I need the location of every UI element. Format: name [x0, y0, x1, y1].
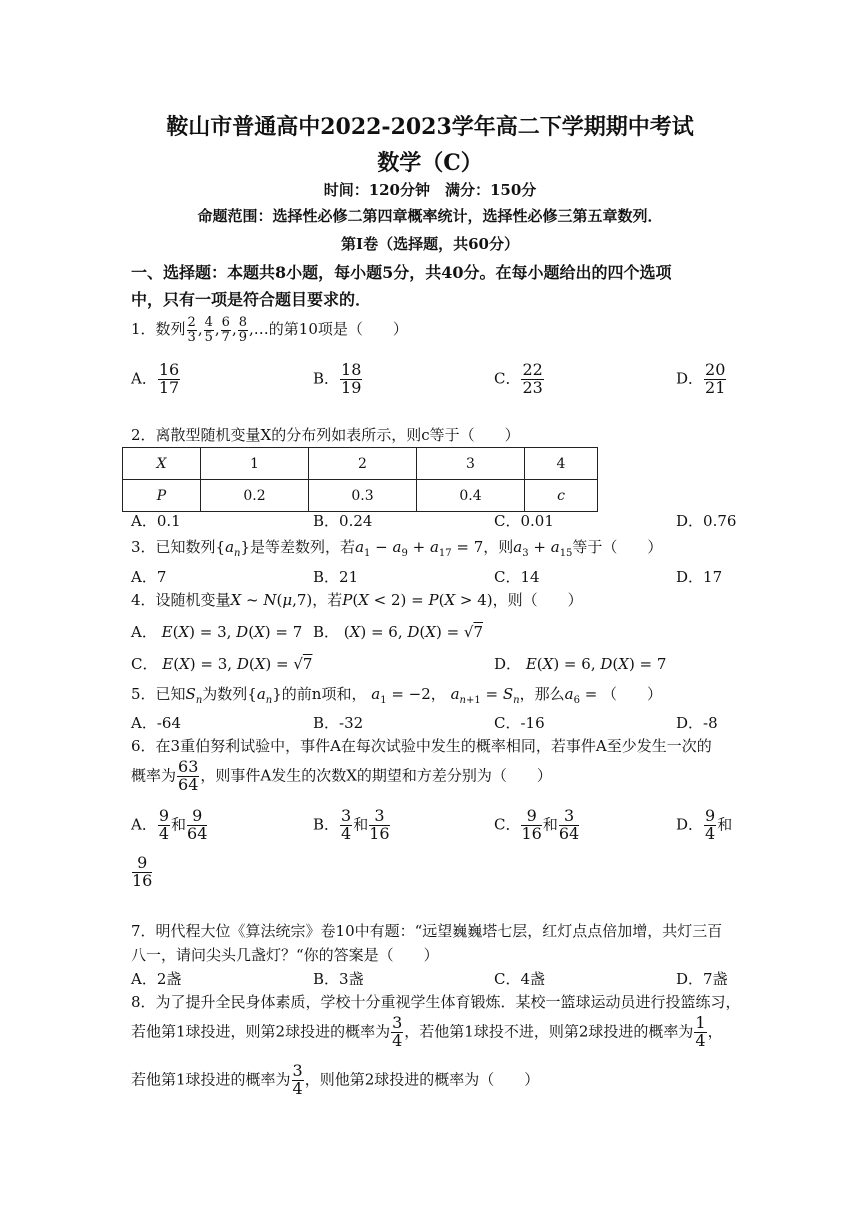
seq-term-3: $\frac{6}{7}$	[221, 315, 230, 345]
table-row: P 0.2 0.3 0.4 c	[123, 480, 598, 512]
q4-option-a[interactable]: A． E(X) = 3, D(X) = 7	[131, 623, 303, 641]
question-8-line1: 8．为了提升全民身体素质，学校十分重视学生体育锻炼．某校一篮球运动员进行投篮练习，	[131, 993, 741, 1011]
q5-option-c[interactable]: C．-16	[494, 714, 545, 732]
q6-option-a[interactable]: A． $\frac{9}{4}$ 和 $\frac{9}{64}$	[131, 806, 208, 843]
section-instructions-line1: 一、选择题：本题共8小题，每小题5分，共40分。在每小题给出的四个选项	[131, 263, 672, 282]
question-4-stem: 4．设随机变量X ~ N(μ,7)，若P(X < 2) = P(X > 4)，则（ ）	[131, 591, 583, 609]
question-8-line2: 若他第1球投进，则第2球投进的概率为 $\frac{3}{4}$ ，若他第1球投不进，则第2球投进的概率为 $\frac{1}{4}$ ，	[131, 1013, 723, 1050]
q5-option-d[interactable]: D．-8	[676, 714, 718, 732]
seq-term-2: $\frac{4}{5}$	[204, 315, 213, 345]
q2-option-d[interactable]: D．0.76	[676, 512, 737, 530]
question-2-stem: 2．离散型随机变量X的分布列如表所示，则c等于（ ）	[131, 426, 520, 444]
seq-term-4: $\frac{8}{9}$	[238, 315, 248, 345]
q7-option-b[interactable]: B．3盏	[313, 970, 364, 988]
q2-option-b[interactable]: B．0.24	[313, 512, 373, 530]
q6-option-d-continued: $\frac{9}{16}$	[132, 853, 153, 890]
question-8-line3: 若他第1球投进的概率为 $\frac{3}{4}$ ，则他第2球投进的概率为（ ）	[131, 1061, 540, 1098]
q6-option-c[interactable]: C． $\frac{9}{16}$ 和 $\frac{3}{64}$	[494, 806, 580, 843]
exam-subject: 数学（C）	[377, 150, 483, 176]
question-5-stem: 5．已知$S_n$为数列$\{a_n\}$的前n项和， $a_1 = -2$， $a_{n+1} = S_n$，那么$a_6$ = （ ）	[131, 685, 663, 706]
exam-time-score: 时间：120分钟 满分：150分	[323, 181, 537, 199]
exam-title: 鞍山市普通高中2022-2023学年高二下学期期中考试	[166, 114, 694, 140]
q1-option-d[interactable]: D． $\frac{20}{21}$	[676, 360, 726, 397]
distribution-table	[122, 447, 598, 512]
q4-option-b[interactable]: B． (X) = 6, D(X) = √7	[313, 623, 484, 641]
q2-option-c[interactable]: C．0.01	[494, 512, 554, 530]
question-7-line2: 八一，请问尖头几盏灯？“你的答案是（ ）	[131, 946, 439, 964]
q4-option-c[interactable]: C． E(X) = 3, D(X) = √7	[131, 655, 313, 673]
question-6-line2: 概率为 $\frac{63}{64}$ ，则事件A发生的次数X的期望和方差分别为（ ）	[131, 757, 552, 794]
q3-option-c[interactable]: C．14	[494, 568, 540, 586]
question-6-line1: 6．在3重伯努利试验中，事件A在每次试验中发生的概率相同，若事件A至少发生一次的	[131, 737, 712, 755]
q4-option-d[interactable]: D． E(X) = 6, D(X) = 7	[494, 655, 667, 673]
seq-term-1: $\frac{2}{3}$	[187, 315, 196, 345]
q5-option-a[interactable]: A．-64	[131, 714, 181, 732]
q1-option-c[interactable]: C． $\frac{22}{23}$	[494, 360, 543, 397]
q1-option-b[interactable]: B． $\frac{18}{19}$	[313, 360, 362, 397]
section-instructions-line2: 中，只有一项是符合题目要求的．	[131, 290, 372, 309]
question-7-line1: 7．明代程大位《算法统宗》卷10中有题：“远望巍巍塔七层，红灯点点倍加增，共灯三百	[131, 922, 723, 940]
question-3-stem: 3．已知数列$\{a_n\}$是等差数列，若$a_1 - a_9 + a_{17} = 7$，则$a_3 + a_{15}$等于（ ）	[131, 538, 663, 559]
q7-option-c[interactable]: C．4盏	[494, 970, 546, 988]
q7-option-a[interactable]: A．2盏	[131, 970, 182, 988]
q7-option-d[interactable]: D．7盏	[676, 970, 728, 988]
exam-scope: 命题范围：选择性必修二第四章概率统计，选择性必修三第五章数列．	[197, 207, 663, 225]
q3-option-d[interactable]: D．17	[676, 568, 723, 586]
q2-option-a[interactable]: A．0.1	[131, 512, 181, 530]
q3-option-b[interactable]: B．21	[313, 568, 359, 586]
q5-option-b[interactable]: B．-32	[313, 714, 364, 732]
q6-option-b[interactable]: B． $\frac{3}{4}$ 和 $\frac{3}{16}$	[313, 806, 390, 843]
q3-option-a[interactable]: A．7	[131, 568, 167, 586]
q6-option-d[interactable]: D． $\frac{9}{4}$ 和	[676, 806, 733, 843]
question-1-stem: 1．数列 $\frac{2}{3}$ , $\frac{4}{5}$ , $\frac{6}{7}$ , $\frac{8}{9}$ ,…的第10项是（ ）	[131, 315, 408, 345]
volume-heading: 第Ⅰ卷（选择题，共60分）	[341, 235, 519, 253]
q1-option-a[interactable]: A． $\frac{16}{17}$	[131, 360, 180, 397]
table-row: X 1 2 3 4	[123, 448, 598, 480]
